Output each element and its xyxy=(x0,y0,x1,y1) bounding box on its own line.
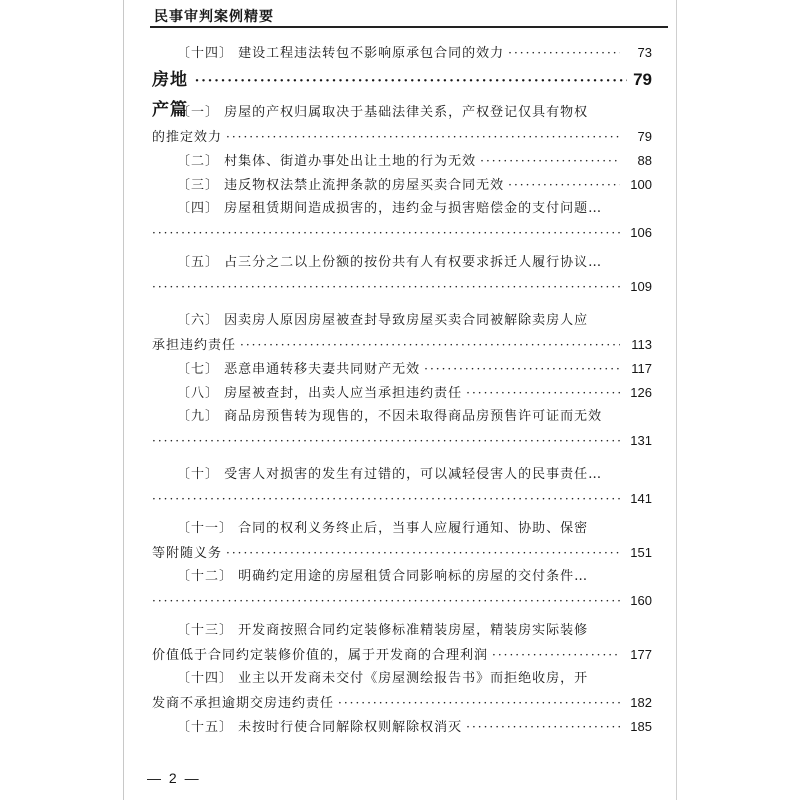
toc-entry-title-cont: 的推定效力 xyxy=(152,130,223,145)
toc-entry-page: 185 xyxy=(630,719,652,734)
toc-entry-page: 160 xyxy=(630,593,652,608)
toc-entry-title: 〔十二〕 明确约定用途的房屋租赁合同影响标的房屋的交付条件… xyxy=(177,569,589,584)
dot-leader xyxy=(466,715,620,739)
dot-leader xyxy=(226,541,620,565)
toc-entry-continuation[interactable] xyxy=(152,125,652,149)
toc-entry[interactable] xyxy=(152,41,652,65)
toc-entry[interactable] xyxy=(152,357,652,381)
toc-entry-title: 〔八〕 房屋被查封，出卖人应当承担违约责任 xyxy=(177,386,463,401)
dot-leader xyxy=(152,589,620,613)
toc-entry[interactable] xyxy=(152,101,652,125)
page-number: — 2 — xyxy=(147,770,201,786)
toc-entry[interactable] xyxy=(152,463,652,487)
toc-entry-title: 〔十四〕 业主以开发商未交付《房屋测绘报告书》而拒绝收房，开 xyxy=(177,671,589,686)
dot-leader xyxy=(152,487,620,511)
toc-entry-page: 106 xyxy=(630,225,652,240)
toc-entry[interactable] xyxy=(152,667,652,691)
toc-entry-continuation[interactable] xyxy=(152,333,652,357)
toc-entry-title: 〔七〕 恶意串通转移夫妻共同财产无效 xyxy=(177,362,421,377)
toc-entry[interactable] xyxy=(152,517,652,541)
toc-entry-title: 〔十三〕 开发商按照合同约定装修标准精装房屋，精装房实际装修 xyxy=(177,623,589,638)
dot-leader xyxy=(152,429,620,453)
toc-entry-continuation[interactable] xyxy=(152,221,652,245)
toc-entry[interactable] xyxy=(152,173,652,197)
toc-entry-title-cont: 发商不承担逾期交房违约责任 xyxy=(152,696,335,711)
dot-leader xyxy=(508,41,620,65)
toc-entry-continuation[interactable] xyxy=(152,429,652,453)
toc-entry-page: 73 xyxy=(637,45,652,60)
toc-entry[interactable] xyxy=(152,197,652,221)
toc-entry-title: 〔二〕 村集体、街道办事处出让土地的行为无效 xyxy=(177,154,477,169)
dot-leader xyxy=(466,381,620,405)
toc-entry-continuation[interactable] xyxy=(152,541,652,565)
toc-entry-title: 〔五〕 占三分之二以上份额的按份共有人有权要求拆迁人履行协议… xyxy=(177,255,603,270)
scan-edge-right xyxy=(676,0,677,800)
section-title: 房地产篇 xyxy=(152,70,188,120)
toc-entry-continuation[interactable] xyxy=(152,275,652,299)
toc-entry-page: 141 xyxy=(630,491,652,506)
toc-entry-page: 182 xyxy=(630,695,652,710)
toc-entry-page: 117 xyxy=(631,361,652,376)
toc-entry-title: 〔四〕 房屋租赁期间造成损害的，违约金与损害赔偿金的支付问题… xyxy=(177,201,603,216)
toc-entry-page: 126 xyxy=(630,385,652,400)
table-of-contents xyxy=(152,41,652,739)
toc-entry-title: 〔一〕 房屋的产权归属取决于基础法律关系，产权登记仅具有物权 xyxy=(177,105,589,120)
toc-entry-title-cont: 价值低于合同约定装修价值的，属于开发商的合理利润 xyxy=(152,648,489,663)
toc-entry-page: 177 xyxy=(630,647,652,662)
toc-entry-page: 151 xyxy=(630,545,652,560)
toc-entry-continuation[interactable] xyxy=(152,589,652,613)
toc-entry-page: 109 xyxy=(630,279,652,294)
dot-leader xyxy=(424,357,620,381)
toc-entry-title: 〔三〕 违反物权法禁止流押条款的房屋买卖合同无效 xyxy=(177,178,505,193)
dot-leader xyxy=(240,333,620,357)
toc-entry[interactable] xyxy=(152,565,652,589)
toc-entry-title-cont: 承担违约责任 xyxy=(152,338,237,353)
toc-entry-page: 100 xyxy=(630,177,652,192)
header-rule xyxy=(150,26,668,28)
toc-entry[interactable] xyxy=(152,309,652,333)
toc-entry-title: 〔六〕 因卖房人原因房屋被查封导致房屋买卖合同被解除卖房人应 xyxy=(177,313,589,328)
toc-entry-page: 131 xyxy=(630,433,652,448)
toc-entry-title: 〔十〕 受害人对损害的发生有过错的，可以减轻侵害人的民事责任… xyxy=(177,467,603,482)
dot-leader xyxy=(152,221,620,245)
dot-leader xyxy=(338,691,620,715)
dot-leader xyxy=(226,125,620,149)
dot-leader xyxy=(195,67,627,97)
running-head: 民事审判案例精要 xyxy=(154,9,274,25)
scan-edge-left xyxy=(123,0,124,800)
toc-entry[interactable] xyxy=(152,405,652,429)
toc-entry-title-cont: 等附随义务 xyxy=(152,546,223,561)
toc-entry[interactable] xyxy=(152,715,652,739)
toc-entry-title: 〔十五〕 未按时行使合同解除权则解除权消灭 xyxy=(177,720,463,735)
toc-entry-page: 113 xyxy=(631,337,652,352)
toc-entry-page: 79 xyxy=(637,129,652,144)
toc-entry[interactable] xyxy=(152,619,652,643)
dot-leader xyxy=(480,149,620,173)
toc-entry-title: 〔十四〕 建设工程违法转包不影响原承包合同的效力 xyxy=(177,46,505,61)
toc-entry-title: 〔十一〕 合同的权利义务终止后，当事人应履行通知、协助、保密 xyxy=(177,521,589,536)
dot-leader xyxy=(492,643,620,667)
dot-leader xyxy=(152,275,620,299)
toc-entry-page: 88 xyxy=(637,153,652,168)
dot-leader xyxy=(508,173,620,197)
toc-entry-title: 〔九〕 商品房预售转为现售的，不因未取得商品房预售许可证而无效 xyxy=(177,409,603,424)
toc-entry[interactable] xyxy=(152,251,652,275)
toc-entry[interactable] xyxy=(152,149,652,173)
toc-entry[interactable] xyxy=(152,381,652,405)
toc-entry-continuation[interactable] xyxy=(152,643,652,667)
toc-entry-continuation[interactable] xyxy=(152,487,652,511)
section-page: 79 xyxy=(633,70,652,89)
toc-entry-continuation[interactable] xyxy=(152,691,652,715)
